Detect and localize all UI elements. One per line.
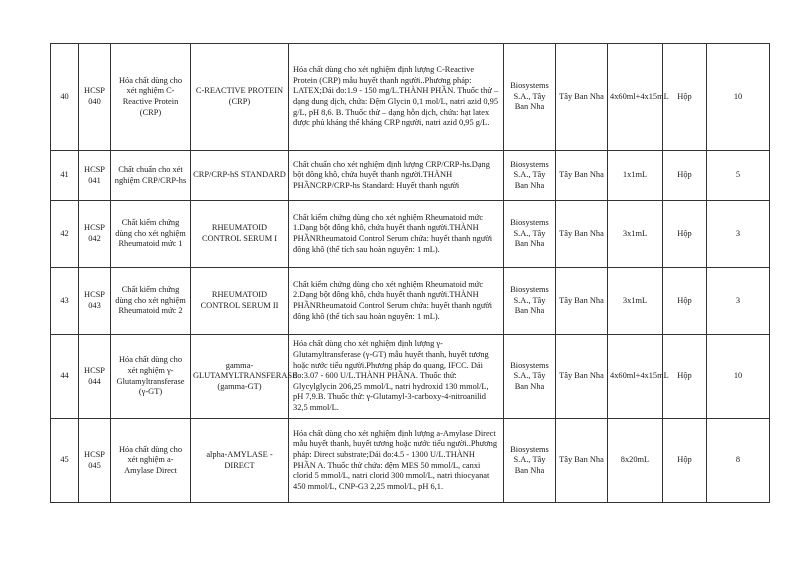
product-code: HCSP 045 <box>79 419 111 503</box>
table-row <box>51 419 770 503</box>
original-name: CRP/CRP-hS STANDARD <box>191 151 289 201</box>
product-code: HCSP 043 <box>79 268 111 335</box>
table-row <box>51 335 770 419</box>
product-description: Hóa chất dùng cho xét nghiệm định lượng γ-Glutamyltransferase (γ-GT) mẫu huyết thanh, huyết tương hoặc nước tiểu người.Phương pháp đo quang, IFCC. Dải đo:3.07 - 600 U/L.THÀNH PHẦNA. Thuốc thử: Glycylglycin 206,25 mmol/L, natri hydroxid 130 mmol/L, pH 7,9.B. Thuốc thử: γ-Glutamyl-3-carboxy-4-nitroanilid 32,5 mmol/L. <box>289 335 504 419</box>
quantity: 3 <box>707 268 770 335</box>
unit: Hộp <box>663 335 707 419</box>
country: Tây Ban Nha <box>556 44 608 151</box>
product-code: HCSP 040 <box>79 44 111 151</box>
packing: 4x60ml+4x15mL <box>608 335 663 419</box>
original-name: C-REACTIVE PROTEIN (CRP) <box>191 44 289 151</box>
product-name: Hóa chất dùng cho xét nghiệm a-Amylase Direct <box>111 419 191 503</box>
manufacturer: Biosystems S.A., Tây Ban Nha <box>504 201 556 268</box>
product-name: Chất kiểm chứng dùng cho xét nghiệm Rheumatoid mức 1 <box>111 201 191 268</box>
original-name: gamma-GLUTAMYLTRANSFERASE (gamma-GT) <box>191 335 289 419</box>
packing: 4x60ml+4x15mL <box>608 44 663 151</box>
product-name: Hóa chất dùng cho xét nghiệm γ-Glutamyltransferase (γ-GT) <box>111 335 191 419</box>
unit: Hộp <box>663 268 707 335</box>
country: Tây Ban Nha <box>556 201 608 268</box>
row-number: 41 <box>51 151 79 201</box>
product-code: HCSP 041 <box>79 151 111 201</box>
quantity: 8 <box>707 419 770 503</box>
product-description: Chất kiểm chứng dùng cho xét nghiệm Rheumatoid mức 1.Dạng bột đông khô, chứa huyết thanh người.THÀNH PHẦNRheumatoid Control Serum chứa: huyết thanh người đông khô (thể tích sau hoàn nguyên: 1 mL). <box>289 201 504 268</box>
packing: 8x20mL <box>608 419 663 503</box>
product-description: Chất chuẩn cho xét nghiệm định lượng CRP/CRP-hs.Dạng bột đông khô, chứa huyết thanh người.THÀNH PHẦNCRP/CRP-hs Standard: Huyết thanh người <box>289 151 504 201</box>
product-description: Hóa chất dùng cho xét nghiệm định lượng C-Reactive Protein (CRP) mẫu huyết thanh người..Phương pháp: LATEX;Dải đo:1.9 - 150 mg/L.THÀNH PHẦN. Thuốc thử – dạng dung dịch, chứa: Đệm Glycin 0,1 mol/L, natri azid 0,95 g/L, pH 8,6. B. Thuốc thử – dạng hỗn dịch, chứa: hạt latex được phủ kháng thể kháng CRP người, natri azid 0,95 g/L. <box>289 44 504 151</box>
manufacturer: Biosystems S.A., Tây Ban Nha <box>504 335 556 419</box>
table-row <box>51 44 770 151</box>
row-number: 45 <box>51 419 79 503</box>
packing: 3x1mL <box>608 268 663 335</box>
row-number: 44 <box>51 335 79 419</box>
quantity: 10 <box>707 44 770 151</box>
row-number: 43 <box>51 268 79 335</box>
country: Tây Ban Nha <box>556 151 608 201</box>
row-number: 42 <box>51 201 79 268</box>
manufacturer: Biosystems S.A., Tây Ban Nha <box>504 419 556 503</box>
country: Tây Ban Nha <box>556 268 608 335</box>
product-table <box>50 43 770 503</box>
packing: 1x1mL <box>608 151 663 201</box>
product-name: Chất kiểm chứng dùng cho xét nghiệm Rheumatoid mức 2 <box>111 268 191 335</box>
original-name: RHEUMATOID CONTROL SERUM I <box>191 201 289 268</box>
product-description: Hóa chất dùng cho xét nghiệm định lượng a-Amylase Direct mẫu huyết thanh, huyết tương hoặc nước tiểu người..Phương pháp: Direct substrate;Dải đo:4.5 - 1300 U/L.THÀNH PHẦN A. Thuốc thử chứa: đệm MES 50 mmol/L, canxi clorid 5 mmol/L, natri clorid 300 mmol/L, natri thiocyanat 450 mmol/L, CNP-G3 2,25 mmol/L, pH 6,1. <box>289 419 504 503</box>
product-name: Chất chuẩn cho xét nghiệm CRP/CRP-hs <box>111 151 191 201</box>
quantity: 10 <box>707 335 770 419</box>
unit: Hộp <box>663 419 707 503</box>
quantity: 3 <box>707 201 770 268</box>
manufacturer: Biosystems S.A., Tây Ban Nha <box>504 44 556 151</box>
country: Tây Ban Nha <box>556 419 608 503</box>
product-code: HCSP 042 <box>79 201 111 268</box>
product-description: Chất kiểm chứng dùng cho xét nghiệm Rheumatoid mức 2.Dạng bột đông khô, chứa huyết thanh người.THÀNH PHẦNRheumatoid Control Serum chứa: huyết thanh người đông khô (thể tích sau hoàn nguyên: 1 mL). <box>289 268 504 335</box>
product-code: HCSP 044 <box>79 335 111 419</box>
original-name: RHEUMATOID CONTROL SERUM II <box>191 268 289 335</box>
unit: Hộp <box>663 44 707 151</box>
original-name: alpha-AMYLASE - DIRECT <box>191 419 289 503</box>
quantity: 5 <box>707 151 770 201</box>
unit: Hộp <box>663 151 707 201</box>
table-row <box>51 201 770 268</box>
packing: 3x1mL <box>608 201 663 268</box>
row-number: 40 <box>51 44 79 151</box>
country: Tây Ban Nha <box>556 335 608 419</box>
manufacturer: Biosystems S.A., Tây Ban Nha <box>504 268 556 335</box>
table-row <box>51 268 770 335</box>
product-name: Hóa chất dùng cho xét nghiệm C-Reactive Protein (CRP) <box>111 44 191 151</box>
manufacturer: Biosystems S.A., Tây Ban Nha <box>504 151 556 201</box>
table-row <box>51 151 770 201</box>
unit: Hộp <box>663 201 707 268</box>
